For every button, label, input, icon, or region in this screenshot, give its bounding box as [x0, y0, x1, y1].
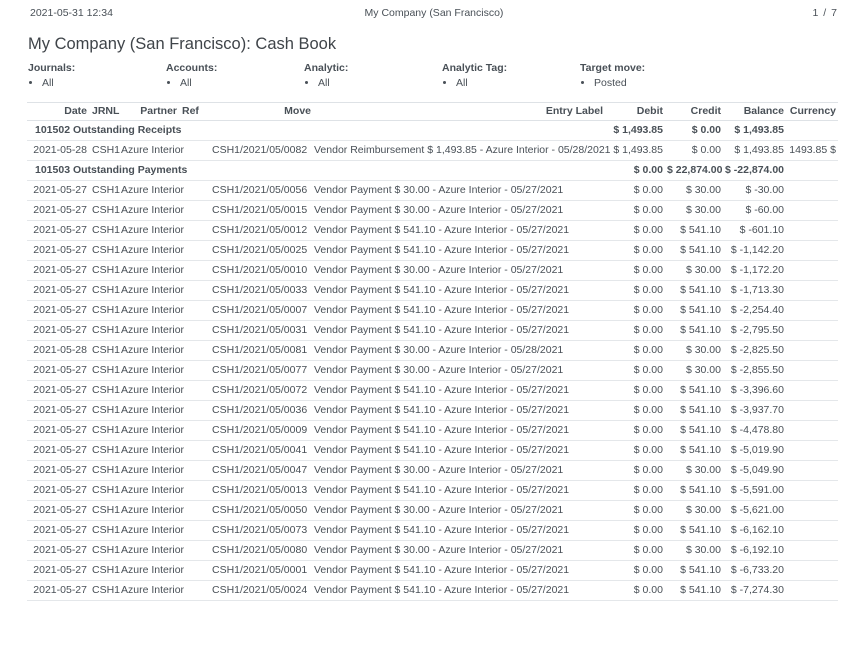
cell-label: Vendor Payment $ 541.10 - Azure Interior - 05/27/2021 — [313, 421, 605, 441]
cell-balance: $ -1,142.20 — [723, 241, 786, 261]
cell-credit: $ 30.00 — [665, 201, 723, 221]
cell-jrnl: CSH1 — [89, 441, 119, 461]
cell-label: Vendor Payment $ 541.10 - Azure Interior - 05/27/2021 — [313, 401, 605, 421]
cell-date: 2021-05-28 — [27, 341, 89, 361]
cell-jrnl: CSH1 — [89, 221, 119, 241]
cell-date: 2021-05-27 — [27, 501, 89, 521]
ledger-entry-row — [27, 401, 838, 421]
cell-debit: $ 0.00 — [605, 481, 665, 501]
account-section-row — [27, 161, 838, 181]
cell-partner: Azure Interior — [119, 441, 179, 461]
filter-value: • All — [42, 77, 166, 90]
cell-move: CSH1/2021/05/0073 — [211, 521, 313, 541]
cell-partner: Azure Interior — [119, 241, 179, 261]
cell-date: 2021-05-27 — [27, 221, 89, 241]
cell-partner: Azure Interior — [119, 361, 179, 381]
cell-debit: $ 0.00 — [605, 441, 665, 461]
cell-move: CSH1/2021/05/0001 — [211, 561, 313, 581]
col-header-currency: Currency — [786, 103, 838, 121]
cell-move: CSH1/2021/05/0015 — [211, 201, 313, 221]
cell-currency — [786, 521, 838, 541]
filter-label: Journals: — [28, 62, 76, 74]
ledger-entry-row — [27, 261, 838, 281]
cell-credit: $ 541.10 — [665, 321, 723, 341]
cell-move: CSH1/2021/05/0082 — [211, 141, 313, 161]
cell-label: 101503 Outstanding Payments — [27, 161, 605, 181]
ledger-entry-row — [27, 221, 838, 241]
cell-currency — [786, 561, 838, 581]
cell-credit: $ 541.10 — [665, 241, 723, 261]
col-header-entry-label: Entry Label — [313, 103, 605, 121]
cell-jrnl: CSH1 — [89, 261, 119, 281]
cell-date: 2021-05-27 — [27, 361, 89, 381]
cell-debit: $ 0.00 — [605, 361, 665, 381]
cell-move: CSH1/2021/05/0031 — [211, 321, 313, 341]
cell-debit: $ 0.00 — [605, 301, 665, 321]
cell-currency — [786, 261, 838, 281]
cell-label: Vendor Payment $ 541.10 - Azure Interior - 05/27/2021 — [313, 221, 605, 241]
cell-date: 2021-05-27 — [27, 261, 89, 281]
cell-date: 2021-05-27 — [27, 181, 89, 201]
cell-move: CSH1/2021/05/0024 — [211, 581, 313, 601]
ledger-entry-row — [27, 501, 838, 521]
cell-partner: Azure Interior — [119, 501, 179, 521]
cell-date: 2021-05-27 — [27, 281, 89, 301]
ledger-entry-row — [27, 241, 838, 261]
cell-date: 2021-05-27 — [27, 521, 89, 541]
cell-move: CSH1/2021/05/0033 — [211, 281, 313, 301]
cell-balance: $ 1,493.85 — [723, 141, 786, 161]
cell-partner: Azure Interior — [119, 141, 179, 161]
cell-credit: $ 0.00 — [665, 121, 723, 141]
filter-label: Analytic Tag: — [442, 62, 508, 74]
cell-currency — [786, 161, 838, 181]
cell-partner: Azure Interior — [119, 281, 179, 301]
cell-date: 2021-05-27 — [27, 301, 89, 321]
cell-balance: $ -1,172.20 — [723, 261, 786, 281]
cell-label: Vendor Payment $ 541.10 - Azure Interior - 05/27/2021 — [313, 241, 605, 261]
cell-jrnl: CSH1 — [89, 301, 119, 321]
cell-debit: $ 0.00 — [605, 261, 665, 281]
cell-label: Vendor Payment $ 541.10 - Azure Interior - 05/27/2021 — [313, 281, 605, 301]
cell-balance: $ -5,019.90 — [723, 441, 786, 461]
cell-partner: Azure Interior — [119, 481, 179, 501]
cell-currency: 1493.85 $ — [786, 141, 838, 161]
cell-partner: Azure Interior — [119, 541, 179, 561]
cell-jrnl: CSH1 — [89, 521, 119, 541]
cell-currency — [786, 421, 838, 441]
ledger-entry-row — [27, 481, 838, 501]
cell-credit: $ 30.00 — [665, 361, 723, 381]
cell-balance: $ -2,825.50 — [723, 341, 786, 361]
cell-date: 2021-05-27 — [27, 561, 89, 581]
cell-partner: Azure Interior — [119, 521, 179, 541]
cell-move: CSH1/2021/05/0072 — [211, 381, 313, 401]
cell-move: CSH1/2021/05/0009 — [211, 421, 313, 441]
cell-balance: $ -601.10 — [723, 221, 786, 241]
cell-label: Vendor Payment $ 541.10 - Azure Interior - 05/27/2021 — [313, 381, 605, 401]
ledger-entry-row — [27, 541, 838, 561]
cell-balance: $ -4,478.80 — [723, 421, 786, 441]
cell-debit: $ 0.00 — [605, 381, 665, 401]
cell-debit: $ 0.00 — [605, 501, 665, 521]
cell-partner: Azure Interior — [119, 381, 179, 401]
cell-jrnl: CSH1 — [89, 541, 119, 561]
ledger-entry-row — [27, 281, 838, 301]
cell-jrnl: CSH1 — [89, 461, 119, 481]
ledger-entry-row — [27, 341, 838, 361]
ledger-entry-row — [27, 181, 838, 201]
cell-jrnl: CSH1 — [89, 381, 119, 401]
cell-credit: $ 541.10 — [665, 441, 723, 461]
filter-journals — [28, 62, 166, 90]
cell-debit: $ 0.00 — [605, 201, 665, 221]
cell-debit: $ 1,493.85 — [605, 141, 665, 161]
cell-jrnl: CSH1 — [89, 181, 119, 201]
cell-balance: $ -30.00 — [723, 181, 786, 201]
cell-currency — [786, 481, 838, 501]
cell-balance: $ -5,591.00 — [723, 481, 786, 501]
cell-partner: Azure Interior — [119, 261, 179, 281]
cell-credit: $ 0.00 — [665, 141, 723, 161]
cell-currency — [786, 461, 838, 481]
cell-label: Vendor Payment $ 541.10 - Azure Interior - 05/27/2021 — [313, 581, 605, 601]
cell-date: 2021-05-27 — [27, 201, 89, 221]
cell-date: 2021-05-28 — [27, 141, 89, 161]
cell-currency — [786, 121, 838, 141]
cell-jrnl: CSH1 — [89, 341, 119, 361]
col-header-jrnl: JRNL — [89, 103, 119, 121]
cell-currency — [786, 581, 838, 601]
cell-label: Vendor Payment $ 541.10 - Azure Interior - 05/27/2021 — [313, 441, 605, 461]
ledger-entry-row — [27, 361, 838, 381]
ledger-entry-row — [27, 441, 838, 461]
cell-currency — [786, 201, 838, 221]
cell-jrnl: CSH1 — [89, 201, 119, 221]
cell-debit: $ 0.00 — [605, 541, 665, 561]
filter-value: • All — [180, 77, 304, 90]
cell-move: CSH1/2021/05/0080 — [211, 541, 313, 561]
cell-debit: $ 0.00 — [605, 181, 665, 201]
cell-debit: $ 0.00 — [605, 401, 665, 421]
cell-balance: $ -5,049.90 — [723, 461, 786, 481]
cell-currency — [786, 281, 838, 301]
cell-partner: Azure Interior — [119, 301, 179, 321]
cell-jrnl: CSH1 — [89, 361, 119, 381]
cell-label: 101502 Outstanding Receipts — [27, 121, 605, 141]
cell-balance: $ -2,855.50 — [723, 361, 786, 381]
col-header-ref: Ref — [179, 103, 211, 121]
cell-label: Vendor Payment $ 30.00 - Azure Interior - 05/27/2021 — [313, 361, 605, 381]
filter-value: • All — [318, 77, 442, 90]
filter-analytic-tag — [442, 62, 580, 90]
cell-balance: $ -6,192.10 — [723, 541, 786, 561]
cell-date: 2021-05-27 — [27, 381, 89, 401]
filter-label: Analytic: — [304, 62, 349, 74]
cell-date: 2021-05-27 — [27, 461, 89, 481]
cell-credit: $ 541.10 — [665, 401, 723, 421]
ledger-entry-row — [27, 321, 838, 341]
filter-label: Accounts: — [166, 62, 218, 74]
cell-balance: $ -22,874.00 — [723, 161, 786, 181]
cell-debit: $ 0.00 — [605, 161, 665, 181]
cell-move: CSH1/2021/05/0047 — [211, 461, 313, 481]
filter-value: • Posted — [594, 77, 718, 90]
cell-credit: $ 30.00 — [665, 461, 723, 481]
filter-target-move — [580, 62, 718, 90]
ledger-entry-row — [27, 581, 838, 601]
cell-credit: $ 30.00 — [665, 501, 723, 521]
filter-analytic — [304, 62, 442, 90]
ledger-entry-row — [27, 201, 838, 221]
company-name: My Company (San Francisco) — [364, 7, 504, 19]
cell-currency — [786, 301, 838, 321]
cell-date: 2021-05-27 — [27, 541, 89, 561]
cell-date: 2021-05-27 — [27, 581, 89, 601]
cell-partner: Azure Interior — [119, 201, 179, 221]
cell-label: Vendor Payment $ 30.00 - Azure Interior - 05/27/2021 — [313, 261, 605, 281]
ledger-entry-row — [27, 461, 838, 481]
cell-credit: $ 30.00 — [665, 541, 723, 561]
cell-partner: Azure Interior — [119, 461, 179, 481]
cell-balance: $ -1,713.30 — [723, 281, 786, 301]
col-header-balance: Balance — [723, 103, 786, 121]
cell-debit: $ 0.00 — [605, 321, 665, 341]
table-header-row — [27, 103, 838, 121]
cell-jrnl: CSH1 — [89, 281, 119, 301]
cell-move: CSH1/2021/05/0025 — [211, 241, 313, 261]
cell-credit: $ 541.10 — [665, 521, 723, 541]
report-running-header — [0, 0, 866, 19]
cell-currency — [786, 341, 838, 361]
cell-currency — [786, 381, 838, 401]
cell-date: 2021-05-27 — [27, 421, 89, 441]
cell-jrnl: CSH1 — [89, 501, 119, 521]
cell-date: 2021-05-27 — [27, 481, 89, 501]
cell-move: CSH1/2021/05/0012 — [211, 221, 313, 241]
cell-jrnl: CSH1 — [89, 321, 119, 341]
cell-label: Vendor Reimbursement $ 1,493.85 - Azure Interior - 05/28/2021 — [313, 141, 605, 161]
cell-move: CSH1/2021/05/0010 — [211, 261, 313, 281]
print-datetime: 2021-05-31 12:34 — [30, 7, 113, 19]
cell-move: CSH1/2021/05/0077 — [211, 361, 313, 381]
page-number: 1 / 7 — [812, 7, 838, 19]
col-header-debit: Debit — [605, 103, 665, 121]
cell-move: CSH1/2021/05/0036 — [211, 401, 313, 421]
cell-credit: $ 30.00 — [665, 261, 723, 281]
cell-label: Vendor Payment $ 541.10 - Azure Interior - 05/27/2021 — [313, 301, 605, 321]
cell-partner: Azure Interior — [119, 221, 179, 241]
cell-currency — [786, 401, 838, 421]
ledger-entry-row — [27, 561, 838, 581]
col-header-credit: Credit — [665, 103, 723, 121]
cell-credit: $ 541.10 — [665, 581, 723, 601]
cell-move: CSH1/2021/05/0013 — [211, 481, 313, 501]
cell-label: Vendor Payment $ 30.00 - Azure Interior - 05/28/2021 — [313, 341, 605, 361]
cell-partner: Azure Interior — [119, 561, 179, 581]
col-header-partner: Partner — [119, 103, 179, 121]
filters-bar — [28, 62, 866, 90]
cell-debit: $ 0.00 — [605, 241, 665, 261]
cell-partner: Azure Interior — [119, 421, 179, 441]
cell-date: 2021-05-27 — [27, 241, 89, 261]
cell-label: Vendor Payment $ 30.00 - Azure Interior - 05/27/2021 — [313, 181, 605, 201]
cell-balance: $ -3,937.70 — [723, 401, 786, 421]
cell-move: CSH1/2021/05/0050 — [211, 501, 313, 521]
cell-credit: $ 22,874.00 — [665, 161, 723, 181]
cell-move: CSH1/2021/05/0081 — [211, 341, 313, 361]
cell-balance: $ -2,795.50 — [723, 321, 786, 341]
cell-credit: $ 541.10 — [665, 301, 723, 321]
cell-balance: $ -7,274.30 — [723, 581, 786, 601]
cell-balance: $ -3,396.60 — [723, 381, 786, 401]
cell-debit: $ 0.00 — [605, 281, 665, 301]
cell-currency — [786, 241, 838, 261]
cell-partner: Azure Interior — [119, 181, 179, 201]
cell-credit: $ 541.10 — [665, 481, 723, 501]
filter-accounts — [166, 62, 304, 90]
cell-label: Vendor Payment $ 541.10 - Azure Interior - 05/27/2021 — [313, 561, 605, 581]
cell-credit: $ 30.00 — [665, 341, 723, 361]
cell-credit: $ 541.10 — [665, 281, 723, 301]
cell-currency — [786, 361, 838, 381]
cell-credit: $ 541.10 — [665, 221, 723, 241]
cell-balance: $ -6,162.10 — [723, 521, 786, 541]
cell-jrnl: CSH1 — [89, 241, 119, 261]
cell-currency — [786, 321, 838, 341]
cell-debit: $ 0.00 — [605, 221, 665, 241]
cell-date: 2021-05-27 — [27, 321, 89, 341]
cell-currency — [786, 541, 838, 561]
cell-move: CSH1/2021/05/0056 — [211, 181, 313, 201]
cell-currency — [786, 181, 838, 201]
cell-label: Vendor Payment $ 541.10 - Azure Interior - 05/27/2021 — [313, 481, 605, 501]
cell-debit: $ 0.00 — [605, 421, 665, 441]
filter-label: Target move: — [580, 62, 646, 74]
ledger-body — [27, 121, 838, 601]
cell-credit: $ 541.10 — [665, 381, 723, 401]
cell-jrnl: CSH1 — [89, 581, 119, 601]
cell-balance: $ -2,254.40 — [723, 301, 786, 321]
cell-balance: $ 1,493.85 — [723, 121, 786, 141]
col-header-move: Move — [211, 103, 313, 121]
cell-debit: $ 0.00 — [605, 561, 665, 581]
cell-debit: $ 0.00 — [605, 461, 665, 481]
cell-label: Vendor Payment $ 30.00 - Azure Interior - 05/27/2021 — [313, 501, 605, 521]
cell-partner: Azure Interior — [119, 581, 179, 601]
cell-label: Vendor Payment $ 541.10 - Azure Interior - 05/27/2021 — [313, 521, 605, 541]
ledger-entry-row — [27, 521, 838, 541]
account-section-row — [27, 121, 838, 141]
cell-jrnl: CSH1 — [89, 141, 119, 161]
cell-partner: Azure Interior — [119, 321, 179, 341]
page-title: My Company (San Francisco): Cash Book — [28, 35, 337, 53]
cell-jrnl: CSH1 — [89, 421, 119, 441]
cell-date: 2021-05-27 — [27, 401, 89, 421]
cell-balance: $ -60.00 — [723, 201, 786, 221]
cell-debit: $ 0.00 — [605, 521, 665, 541]
cell-currency — [786, 221, 838, 241]
cell-jrnl: CSH1 — [89, 481, 119, 501]
ledger-entry-row — [27, 141, 838, 161]
ledger-entry-row — [27, 381, 838, 401]
cell-label: Vendor Payment $ 541.10 - Azure Interior - 05/27/2021 — [313, 321, 605, 341]
cell-label: Vendor Payment $ 30.00 - Azure Interior - 05/27/2021 — [313, 461, 605, 481]
cell-partner: Azure Interior — [119, 341, 179, 361]
cell-credit: $ 541.10 — [665, 421, 723, 441]
cell-move: CSH1/2021/05/0007 — [211, 301, 313, 321]
cell-debit: $ 0.00 — [605, 581, 665, 601]
cash-book-table — [27, 102, 838, 601]
cell-label: Vendor Payment $ 30.00 - Azure Interior - 05/27/2021 — [313, 541, 605, 561]
cell-currency — [786, 501, 838, 521]
cell-debit: $ 1,493.85 — [605, 121, 665, 141]
ledger-entry-row — [27, 421, 838, 441]
cell-credit: $ 30.00 — [665, 181, 723, 201]
cell-label: Vendor Payment $ 30.00 - Azure Interior - 05/27/2021 — [313, 201, 605, 221]
cell-debit: $ 0.00 — [605, 341, 665, 361]
cell-move: CSH1/2021/05/0041 — [211, 441, 313, 461]
cell-currency — [786, 441, 838, 461]
cell-partner: Azure Interior — [119, 401, 179, 421]
cell-jrnl: CSH1 — [89, 401, 119, 421]
col-header-date: Date — [27, 103, 89, 121]
ledger-entry-row — [27, 301, 838, 321]
cell-balance: $ -6,733.20 — [723, 561, 786, 581]
cell-jrnl: CSH1 — [89, 561, 119, 581]
cell-balance: $ -5,621.00 — [723, 501, 786, 521]
filter-value: • All — [456, 77, 580, 90]
cell-date: 2021-05-27 — [27, 441, 89, 461]
cell-credit: $ 541.10 — [665, 561, 723, 581]
